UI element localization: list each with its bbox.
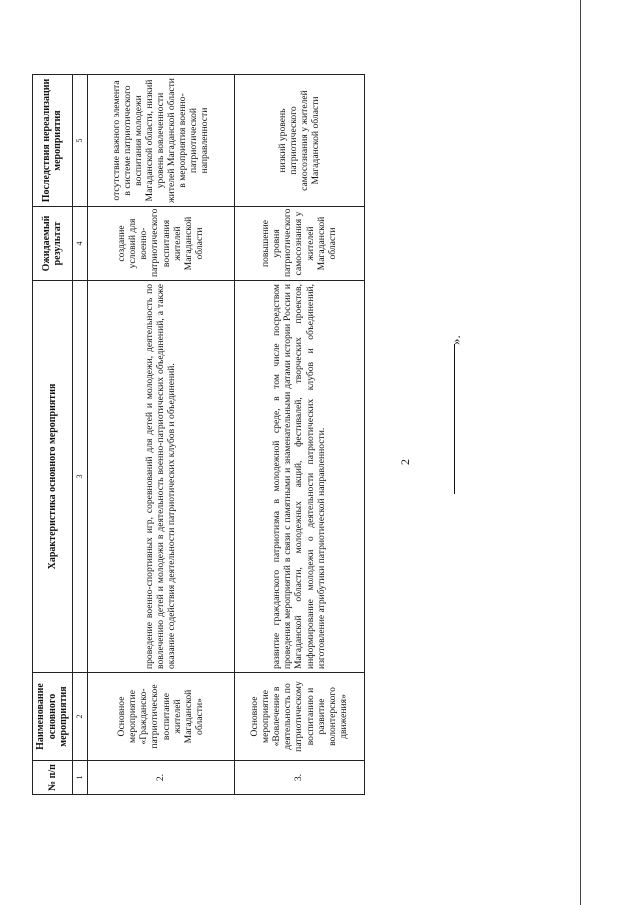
non-implementation-consequences: низкий уровень патриотического самосознания у жителей Магаданской области: [234, 75, 364, 207]
event-name: Основное мероприятие «Вовлечение в деятельность по патриотическому воспитанию и развитие волонтерского движения»: [234, 673, 364, 761]
column-index-row: [72, 75, 87, 795]
events-table: [32, 74, 365, 795]
event-description: развитие гражданского патриотизма в молодежной среде, в том числе посредством проведения мероприятий в связи с памятными и знаменательными датами истории России и Магаданской области, молодежных акций, фестивалей, творческих проектов, информирование молодежи о деятельности патриотических клубов и объединений, изготовление атрибутики патриотической направленности.: [234, 281, 364, 673]
table-row: [87, 75, 234, 795]
column-index: 4: [72, 207, 87, 281]
row-number: 3.: [234, 761, 364, 795]
header-num: № п/п: [33, 761, 73, 795]
expected-result: повышение уровня патриотического самосознания у жителей Магаданской области: [234, 207, 364, 281]
table-header-row: [33, 75, 73, 795]
expected-result: создание условий для военно-патриотического воспитания жителей Магаданской области: [87, 207, 234, 281]
table-row: [234, 75, 364, 795]
column-index: 1: [72, 761, 87, 795]
event-name: Основное мероприятие «Гражданско-патриотическое воспитание жителей Магаданской области»: [87, 673, 234, 761]
column-index: 5: [72, 75, 87, 207]
closing-mark: ».: [448, 335, 463, 345]
row-number: 2.: [87, 761, 234, 795]
header-name: Наименование основного мероприятия: [33, 673, 73, 761]
page-number: 2: [398, 459, 412, 465]
page-bottom-rule: [580, 0, 581, 905]
header-consequences: Последствия нереализации мероприятия: [33, 75, 73, 207]
closing-line: [446, 344, 455, 494]
column-index: 3: [72, 281, 87, 673]
column-index: 2: [72, 673, 87, 761]
header-result: Ожидаемый результат: [33, 207, 73, 281]
event-description: проведение военно-спортивных игр, соревнований для детей и молодежи, деятельность по вовлечению детей и молодежи в деятельность военно-патриотических объединений, а также оказание содействия деятельности патриотических клубов и объединений.: [87, 281, 234, 673]
non-implementation-consequences: отсутствие важного элемента в системе патриотического воспитания молодежи Магаданской области, низкий уровень вовлеченности жителей Магаданской области в мероприятия военно-патриотической направленности: [87, 75, 234, 207]
header-description: Характеристика основного мероприятия: [33, 281, 73, 673]
